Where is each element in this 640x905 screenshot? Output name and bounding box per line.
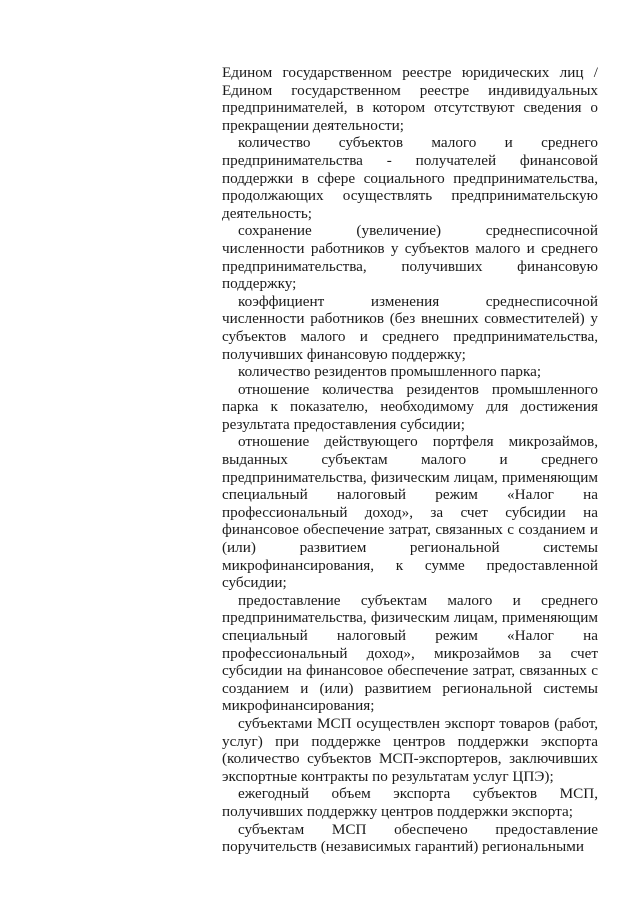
paragraph-headcount-preservation: сохранение (увеличение) среднесписочной численности работников у субъектов малого и среднего предпринимательства, получивших финансовую поддержку; xyxy=(222,222,598,293)
paragraph-export-volume: ежегодный объем экспорта субъектов МСП, получивших поддержку центров поддержки экспорта; xyxy=(222,785,598,820)
paragraph-headcount-change-coefficient: коэффициент изменения среднесписочной численности работников (без внешних совместителей) у субъектов малого и среднего предпринимательства, получивших финансовую поддержку; xyxy=(222,292,598,363)
paragraph-industrial-park-ratio: отношение количества резидентов промышленного парка к показателю, необходимому для достижения результата предоставления субсидии; xyxy=(222,380,598,433)
document-body xyxy=(222,64,598,856)
paragraph-continuation: Едином государственном реестре юридических лиц / Едином государственном реестре индивидуальных предпринимателей, в котором отсутствуют сведения о прекращении деятельности; xyxy=(222,64,598,134)
paragraph-microloan-portfolio-ratio: отношение действующего портфеля микрозаймов, выданных субъектам малого и среднего предпринимательства, физическим лицам, применяющим специальный налоговый режим «Налог на профессиональный доход», за счет субсидии на финансовое обеспечение затрат, связанных с созданием и (или) развитием региональной системы микрофинансирования, к сумме предоставленной субсидии; xyxy=(222,433,598,592)
paragraph-microloan-provision: предоставление субъектам малого и среднего предпринимательства, физическим лицам, применяющим специальный налоговый режим «Налог на профессиональный доход», микрозаймов за счет субсидии на финансовое обеспечение затрат, связанных с созданием и (или) развитием региональной системы микрофинансирования; xyxy=(222,591,598,715)
paragraph-smsp-social-support-recipients: количество субъектов малого и среднего предпринимательства - получателей финансовой поддержки в сфере социального предпринимательства, продолжающих осуществлять предпринимательскую деятельность; xyxy=(222,134,598,222)
paragraph-export-smsp: субъектами МСП осуществлен экспорт товаров (работ, услуг) при поддержке центров поддержки экспорта (количество субъектов МСП-экспортеров, заключивших экспортные контракты по результатам услуг ЦПЭ); xyxy=(222,714,598,785)
paragraph-industrial-park-residents: количество резидентов промышленного парка; xyxy=(238,363,542,381)
paragraph-guarantees: субъектам МСП обеспечено предоставление поручительств (независимых гарантий) региональными xyxy=(222,820,598,856)
